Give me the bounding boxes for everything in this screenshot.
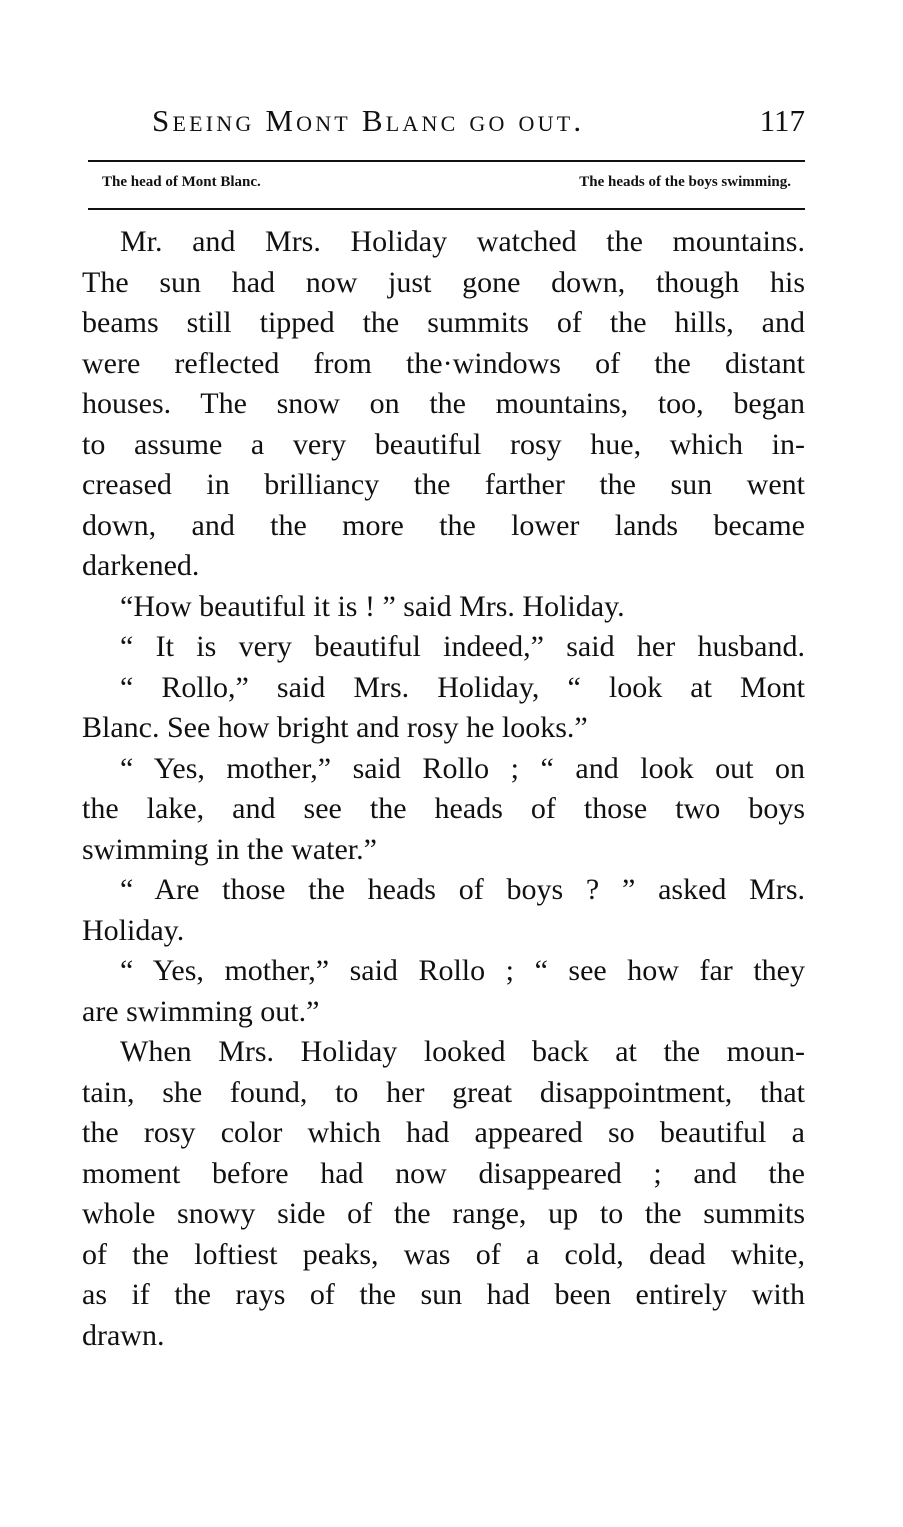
text-line: “ Are those the heads of boys ? ” asked Mrs. [120, 873, 805, 906]
text-line: of the loftiest peaks, was of a cold, dead white, [82, 1237, 805, 1271]
text-line: “ Rollo,” said Mrs. Holiday, “ look at Mont [120, 670, 805, 704]
header-rule-top [88, 160, 805, 162]
text-line: beams still tipped the summits of the hills, and [82, 306, 805, 339]
text-line: were reflected from the·windows of the distant [82, 346, 805, 380]
subhead-left: The head of Mont Blanc. [102, 174, 261, 190]
running-head [152, 103, 805, 143]
body-text [82, 222, 805, 1356]
text-line: The sun had now just gone down, though his [82, 265, 805, 299]
text-line: tain, she found, to her great disappointment, that [82, 1075, 805, 1109]
text-line: Holiday. [82, 913, 185, 947]
text-line: to assume a very beautiful rosy hue, which in- [82, 427, 805, 461]
text-line: “How beautiful it is ! ” said Mrs. Holiday. [120, 589, 625, 623]
text-line: the rosy color which had appeared so beautiful a [82, 1116, 805, 1149]
text-line: “ It is very beautiful indeed,” said her husband. [120, 630, 805, 663]
book-page [82, 0, 805, 1527]
text-line: “ Yes, mother,” said Rollo ; “ and look out on [120, 751, 805, 785]
subhead-right: The heads of the boys swimming. [579, 174, 791, 190]
text-line: drawn. [82, 1318, 165, 1352]
running-title: Seeing Mont Blanc go out. [152, 103, 585, 138]
text-line: are swimming out.” [82, 994, 320, 1028]
text-line: Blanc. See how bright and rosy he looks.” [82, 711, 588, 744]
header-rule-bottom [88, 208, 805, 210]
text-line: moment before had now disappeared ; and the [82, 1156, 805, 1190]
page-number: 117 [759, 103, 805, 138]
text-line: “ Yes, mother,” said Rollo ; “ see how far they [120, 954, 805, 987]
text-line: the lake, and see the heads of those two boys [82, 792, 805, 825]
text-line: houses. The snow on the mountains, too, began [82, 387, 805, 420]
text-line: whole snowy side of the range, up to the summits [82, 1197, 805, 1230]
text-line: creased in brilliancy the farther the sun went [82, 468, 805, 501]
text-line: Mr. and Mrs. Holiday watched the mountains. [120, 225, 805, 258]
subheads [102, 174, 791, 191]
text-line: When Mrs. Holiday looked back at the moun- [120, 1035, 805, 1068]
text-line: down, and the more the lower lands became [82, 508, 805, 542]
text-line: as if the rays of the sun had been entirely with [82, 1278, 805, 1311]
text-line: swimming in the water.” [82, 832, 377, 866]
text-line: darkened. [82, 549, 200, 582]
